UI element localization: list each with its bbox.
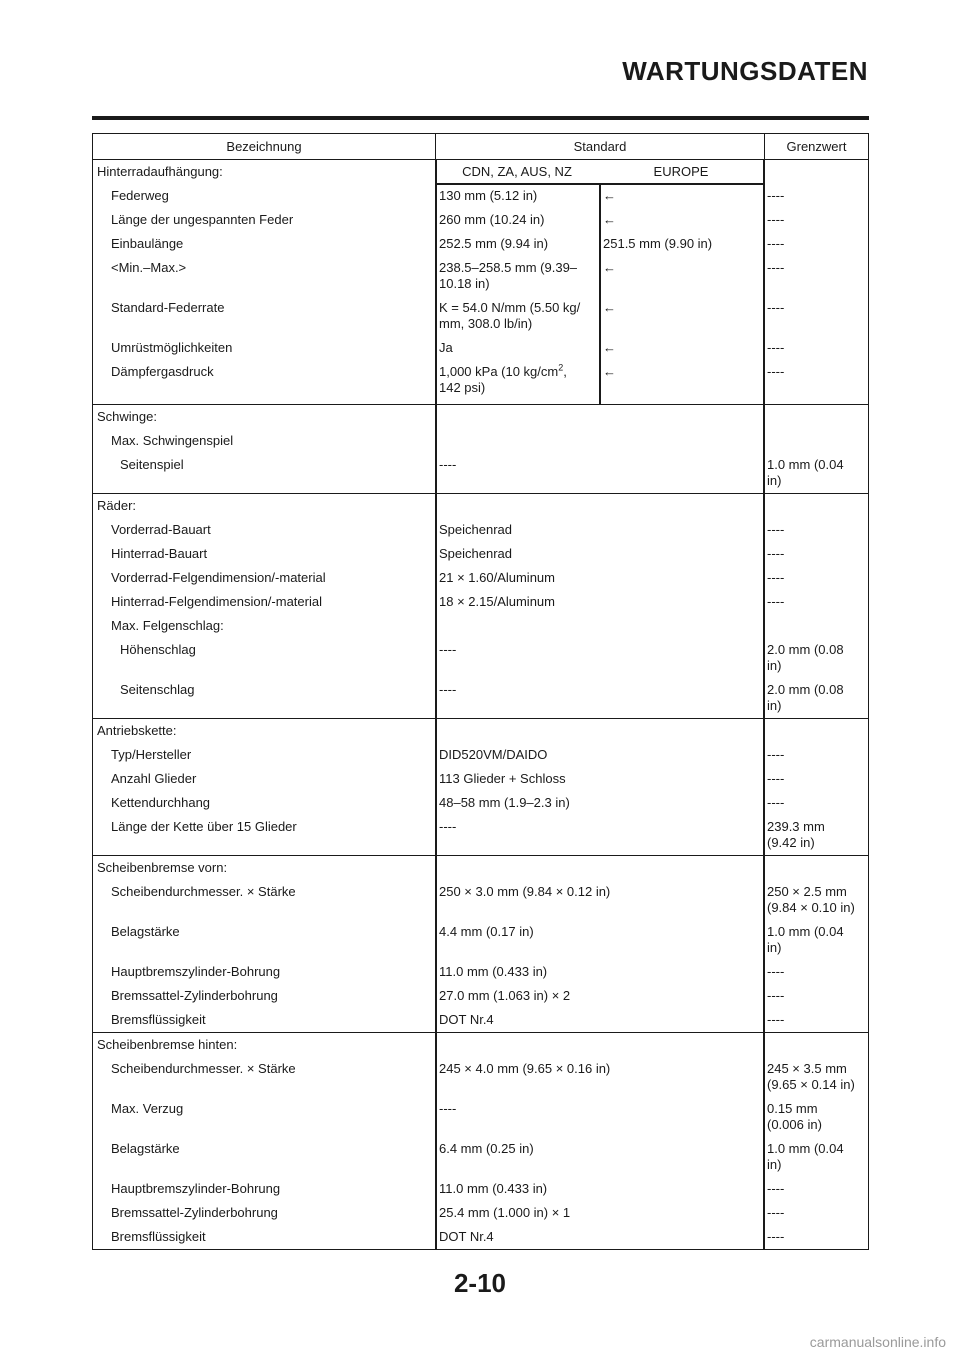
table-row: Belagstärke 6.4 mm (0.25 in) 1.0 mm (0.04 in) xyxy=(111,1141,844,1172)
table-row: Scheibendurchmesser. × Stärke 250 × 3.0 mm (9.84 × 0.12 in) 250 × 2.5 mm (9.84 × 0.10 in) xyxy=(111,884,855,915)
table-row: Max. Schwingenspiel xyxy=(111,433,234,448)
table-row: Scheibenbremse vorn: xyxy=(97,860,228,875)
table-row: Bremssattel-Zylinderbohrung 27.0 mm (1.063 in) × 2 ---- xyxy=(111,988,785,1003)
section-drive-chain xyxy=(93,719,868,856)
title-rule xyxy=(92,116,869,120)
table-row: Belagstärke 4.4 mm (0.17 in) 1.0 mm (0.04 in) xyxy=(111,924,844,955)
table-row: Vorderrad-Felgendimension/-material 21 × 1.60/Aluminum ---- xyxy=(111,570,785,585)
table-row: Scheibenbremse hinten: xyxy=(97,1037,238,1052)
table-row: Länge der ungespannten Feder 260 mm (10.24 in) ← ---- xyxy=(111,212,785,227)
page-number: 2-10 xyxy=(453,1268,507,1298)
table-row: Typ/Hersteller DID520VM/DAIDO ---- xyxy=(111,747,785,762)
table-row: Kettendurchhang 48–58 mm (1.9–2.3 in) ---- xyxy=(111,795,785,810)
table-row: Länge der Kette über 15 Glieder ---- 239.3 mm (9.42 in) xyxy=(111,819,825,850)
table-row: Dämpfergasdruck 1,000 kPa (10 $kg/cm^2$, 142 psi) ← ---- xyxy=(111,362,785,395)
table-row: Max. Felgenschlag: xyxy=(111,618,224,633)
header-name: Bezeichnung xyxy=(93,134,436,159)
table-row: Hinterrad-Bauart Speichenrad ---- xyxy=(111,546,785,561)
table-row: Räder: xyxy=(97,498,137,513)
table-row: Antriebskette: xyxy=(97,723,177,738)
table-row: Höhenschlag ---- 2.0 mm (0.08 in) xyxy=(120,642,844,673)
table-row: Seitenspiel ---- 1.0 mm (0.04 in) xyxy=(120,457,844,488)
section-front-brake xyxy=(93,856,868,1033)
table-row: Hauptbremszylinder-Bohrung 11.0 mm (0.433 in) ---- xyxy=(111,964,785,979)
table-row: Hinterradaufhängung: CDN, ZA, AUS, NZ EUROPE xyxy=(97,164,709,179)
table-row: <Min.–Max.> 238.5–258.5 mm (9.39– 10.18 in) ← ---- xyxy=(111,260,785,291)
table-row: Bremsflüssigkeit DOT Nr.4 ---- xyxy=(111,1012,785,1027)
section-swingarm xyxy=(93,405,868,494)
table-row: Federweg 130 mm (5.12 in) ← ---- xyxy=(111,188,785,203)
section-rear-brake xyxy=(93,1033,868,1249)
header-limit: Grenzwert xyxy=(786,139,847,154)
spec-table xyxy=(92,133,869,1250)
table-row: Bremsflüssigkeit DOT Nr.4 ---- xyxy=(111,1229,785,1244)
table-row: Hinterrad-Felgendimension/-material 18 × 2.15/Aluminum ---- xyxy=(111,594,785,609)
table-row: Einbaulänge 252.5 mm (9.94 in) 251.5 mm (9.90 in) ---- xyxy=(111,236,785,251)
table-row: Schwinge: xyxy=(97,409,157,424)
table-row: Max. Verzug ---- 0.15 mm (0.006 in) xyxy=(111,1101,822,1132)
page-title: WARTUNGSDATEN xyxy=(622,56,868,86)
section-wheels xyxy=(93,494,868,719)
table-row: Vorderrad-Bauart Speichenrad ---- xyxy=(111,522,785,537)
table-row: Anzahl Glieder 113 Glieder + Schloss ---- xyxy=(111,771,785,786)
table-header xyxy=(93,134,868,160)
section-rear-suspension xyxy=(93,160,868,405)
header-standard: Standard xyxy=(436,134,765,159)
table-row: Bremssattel-Zylinderbohrung 25.4 mm (1.000 in) × 1 ---- xyxy=(111,1205,785,1220)
table-row: Standard-Federrate K = 54.0 N/mm (5.50 kg/ mm, 308.0 lb/in) ← ---- xyxy=(111,300,785,331)
table-row: Umrüstmöglichkeiten Ja ← ---- xyxy=(111,340,785,355)
table-row: Scheibendurchmesser. × Stärke 245 × 4.0 mm (9.65 × 0.16 in) 245 × 3.5 mm (9.65 × 0.14 in) xyxy=(111,1061,855,1092)
table-row: Hauptbremszylinder-Bohrung 11.0 mm (0.433 in) ---- xyxy=(111,1181,785,1196)
watermark: carmanualsonline.info xyxy=(809,1334,946,1350)
table-row: Seitenschlag ---- 2.0 mm (0.08 in) xyxy=(120,682,844,713)
